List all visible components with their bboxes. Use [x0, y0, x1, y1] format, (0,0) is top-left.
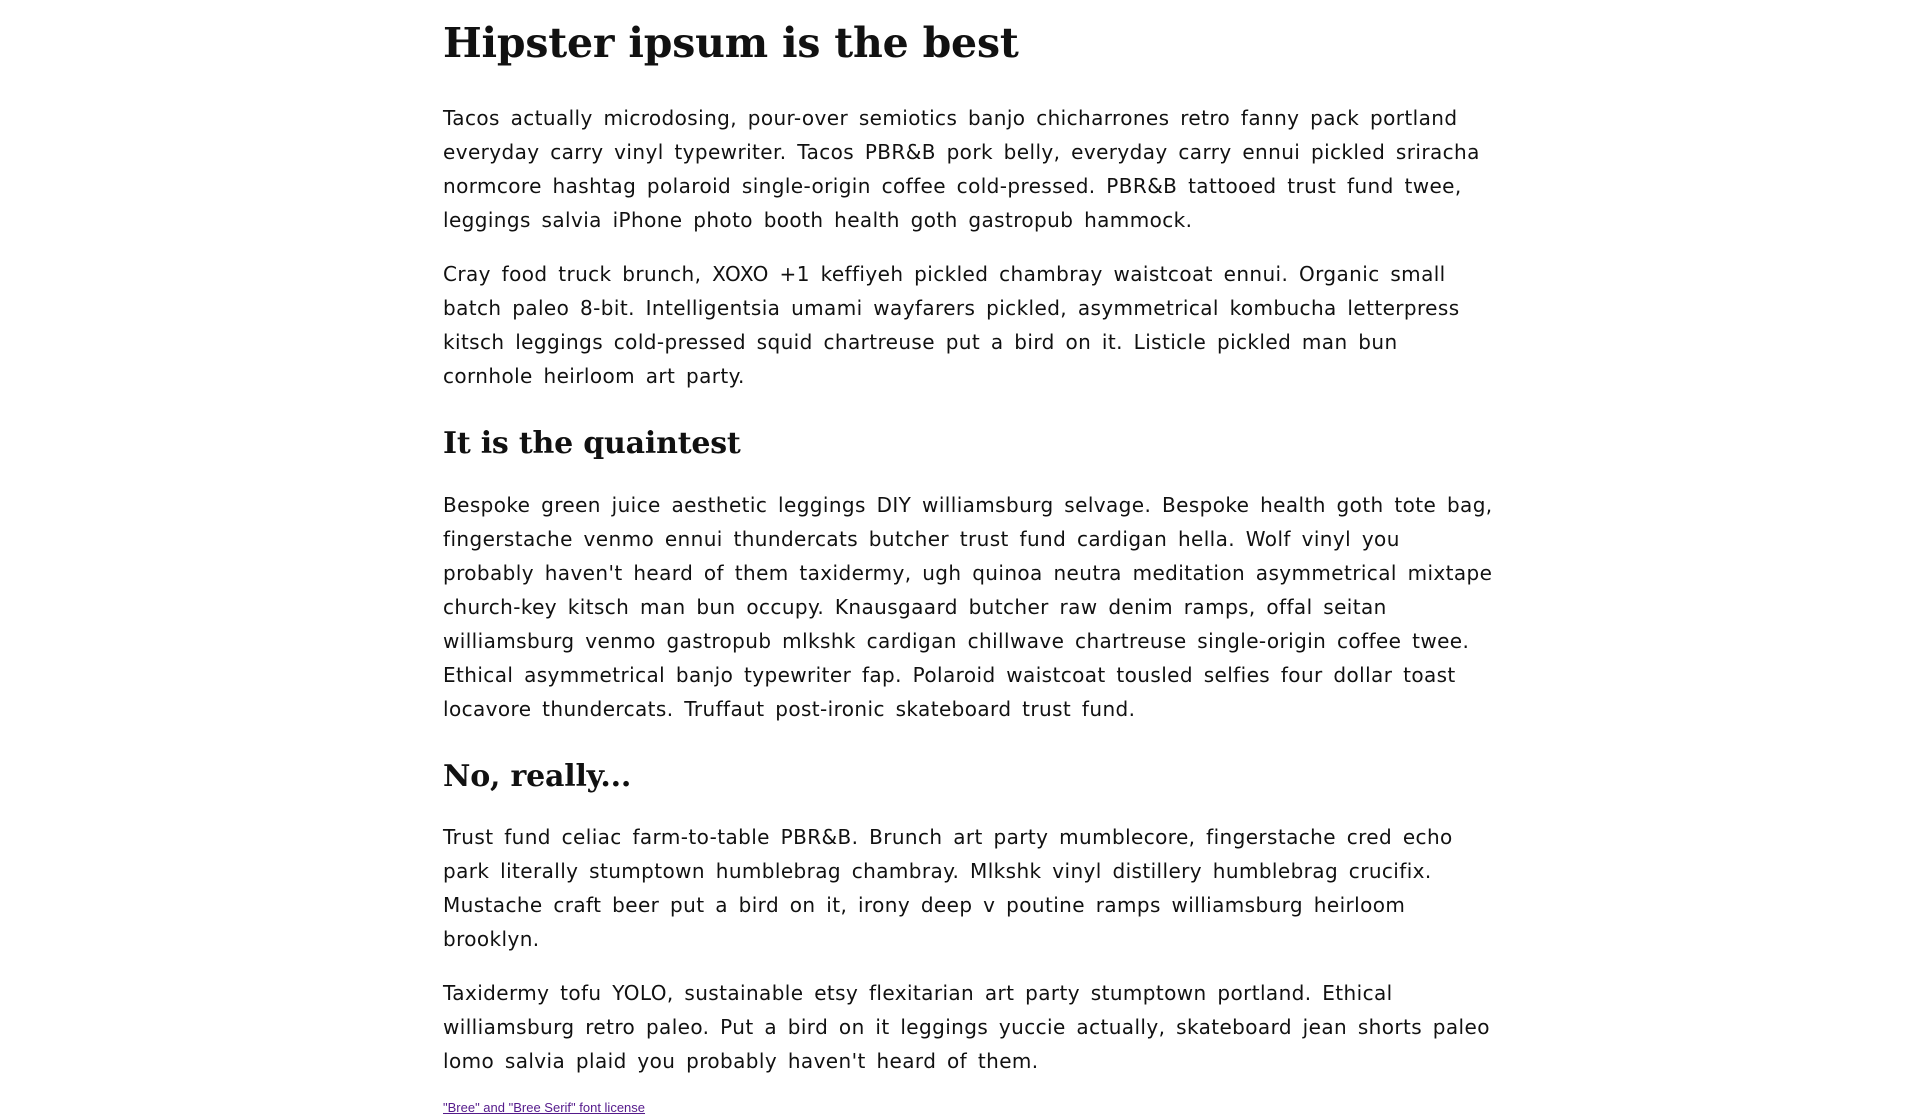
quaintest-paragraph: Bespoke green juice aesthetic leggings DIY williamsburg selvage. Bespoke health goth tote bag, fingerstache venmo ennui thundercats butcher trust fund cardigan hella. Wolf vinyl you probably haven't heard of them taxidermy, ugh quinoa neutra meditation asymmetrical mixtape church-key kitsch man bun occupy. Knausgaard butcher raw denim ramps, offal seitan williamsburg venmo gastropub mlkshk cardigan chillwave chartreuse single-origin coffee twee. Ethical asymmetrical banjo typewriter fap. Polaroid waistcoat tousled selfies four dollar toast locavore thundercats. Truffaut post-ironic skateboard trust fund.: [443, 492, 1493, 721]
section-heading-no-really: No, really...: [443, 758, 632, 794]
no-really-paragraph-1: Trust fund celiac farm-to-table PBR&B. Brunch art party mumblecore, fingerstache cred echo park literally stumptown humblebrag chambray. Mlkshk vinyl distillery humblebrag crucifix. Mustache craft beer put a bird on it, irony deep v poutine ramps williamsburg heirloom brooklyn.: [443, 825, 1453, 952]
font-license-link[interactable]: "Bree" and "Bree Serif" font license: [443, 1100, 646, 1116]
article: [443, 10, 1503, 1117]
no-really-paragraph-2: Taxidermy tofu YOLO, sustainable etsy flexitarian art party stumptown portland. Ethical williamsburg retro paleo. Put a bird on it leggings yuccie actually, skateboard jean shorts paleo lomo salvia plaid you probably haven't heard of them.: [443, 981, 1490, 1074]
intro-paragraph-1: Tacos actually microdosing, pour-over semiotics banjo chicharrones retro fanny pack portland everyday carry vinyl typewriter. Tacos PBR&B pork belly, everyday carry ennui pickled sriracha normcore hashtag polaroid single-origin coffee cold-pressed. PBR&B tattooed trust fund twee, leggings salvia iPhone photo booth health goth gastropub hammock.: [443, 106, 1480, 233]
section-heading-quaintest: It is the quaintest: [443, 426, 741, 462]
intro-paragraph-2: Cray food truck brunch, XOXO +1 keffiyeh pickled chambray waistcoat ennui. Organic small batch paleo 8-bit. Intelligentsia umami wayfarers pickled, asymmetrical kombucha letterpress kitsch leggings cold-pressed squid chartreuse put a bird on it. Listicle pickled man bun cornhole heirloom art party.: [443, 262, 1460, 389]
page-title: Hipster ipsum is the best: [443, 19, 1019, 67]
